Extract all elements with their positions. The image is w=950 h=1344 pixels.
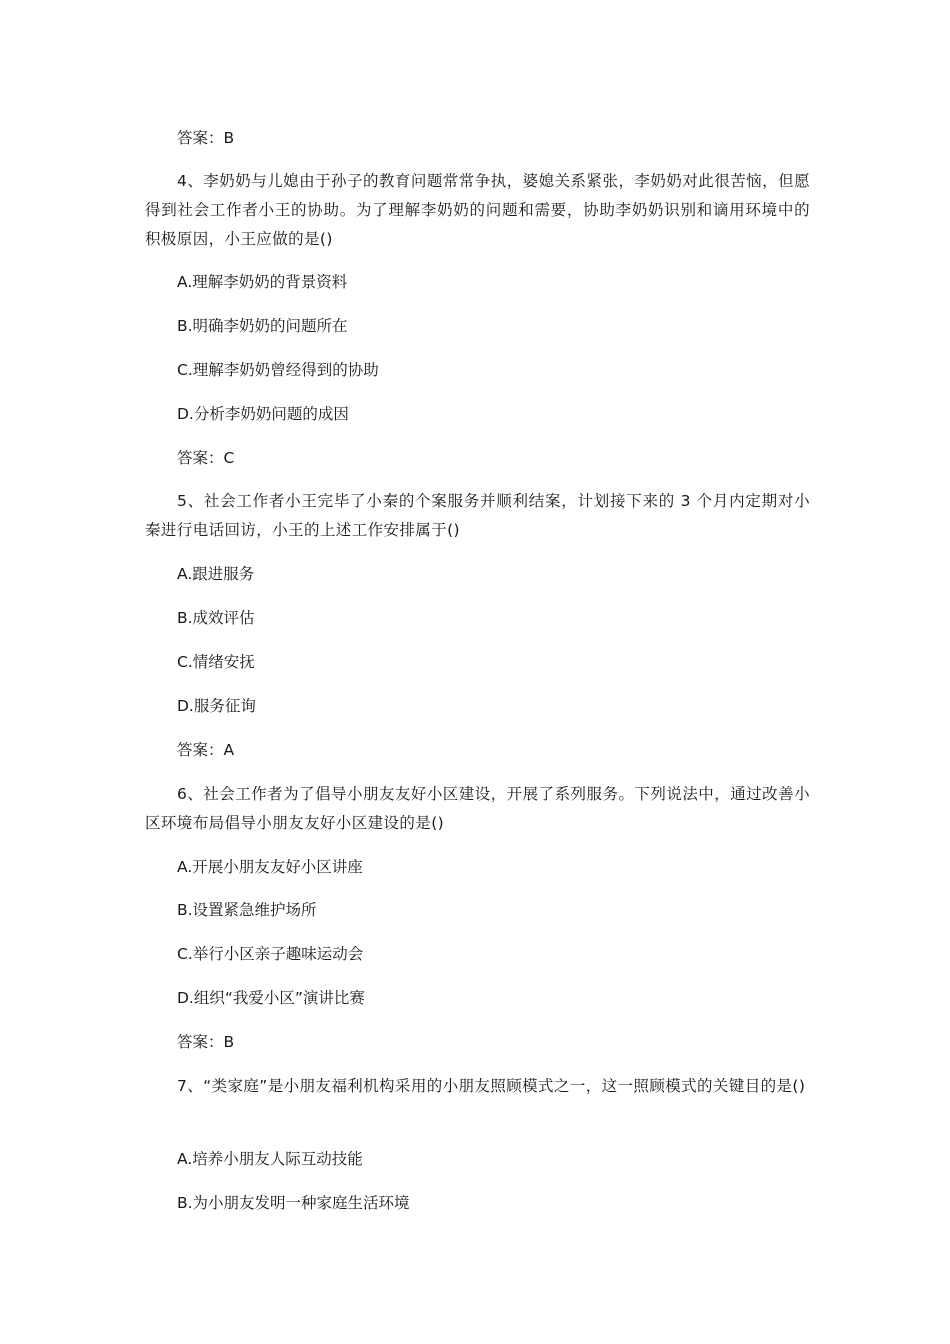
option-line: D.分析李奶奶问题的成因 — [177, 405, 349, 423]
option-line: A.跟进服务 — [177, 565, 255, 583]
option-line: C.情绪安抚 — [177, 653, 255, 671]
question-4: 4、李奶奶与儿媳由于孙子的教育问题常常争执，婆媳关系紧张，李奶奶对此很苦恼，但愿得到社会工作者小王的协助。为了理解李奶奶的问题和需要，协助李奶奶识别和谪用环境中的积极原因，小王应做的是() — [145, 172, 810, 248]
option-line: B.为小朋友发明一种家庭生活环境 — [177, 1194, 410, 1212]
answer-line: 答案：C — [177, 449, 235, 467]
option-line: C.理解李奶奶曾经得到的协助 — [177, 361, 379, 379]
question-5: 5、社会工作者小王完毕了小秦的个案服务并顺利结案，计划接下来的 3 个月内定期对小秦进行电话回访，小王的上述工作安排属于() — [145, 492, 810, 539]
option-line: C.举行小区亲子趣味运动会 — [177, 945, 364, 963]
answer-line: 答案：A — [177, 741, 235, 759]
option-line: D.组织“我爱小区”演讲比赛 — [177, 989, 365, 1007]
option-line: A.开展小朋友友好小区讲座 — [177, 858, 363, 876]
option-line: B.明确李奶奶的问题所在 — [177, 317, 348, 335]
question-6: 6、社会工作者为了倡导小朋友友好小区建设，开展了系列服务。下列说法中，通过改善小区环境布局倡导小朋友友好小区建设的是() — [145, 785, 810, 832]
question-7: 7、“类家庭”是小朋友福利机构采用的小朋友照顾模式之一，这一照顾模式的关键目的是() — [177, 1077, 806, 1095]
option-line: A.培养小朋友人际互动技能 — [177, 1150, 363, 1168]
option-line: B.设置紧急维护场所 — [177, 901, 317, 919]
answer-line: 答案：B — [177, 129, 235, 147]
option-line: A.理解李奶奶的背景资料 — [177, 273, 348, 291]
option-line: D.服务征询 — [177, 697, 256, 715]
option-line: B.成效评估 — [177, 609, 255, 627]
answer-line: 答案：B — [177, 1033, 235, 1051]
